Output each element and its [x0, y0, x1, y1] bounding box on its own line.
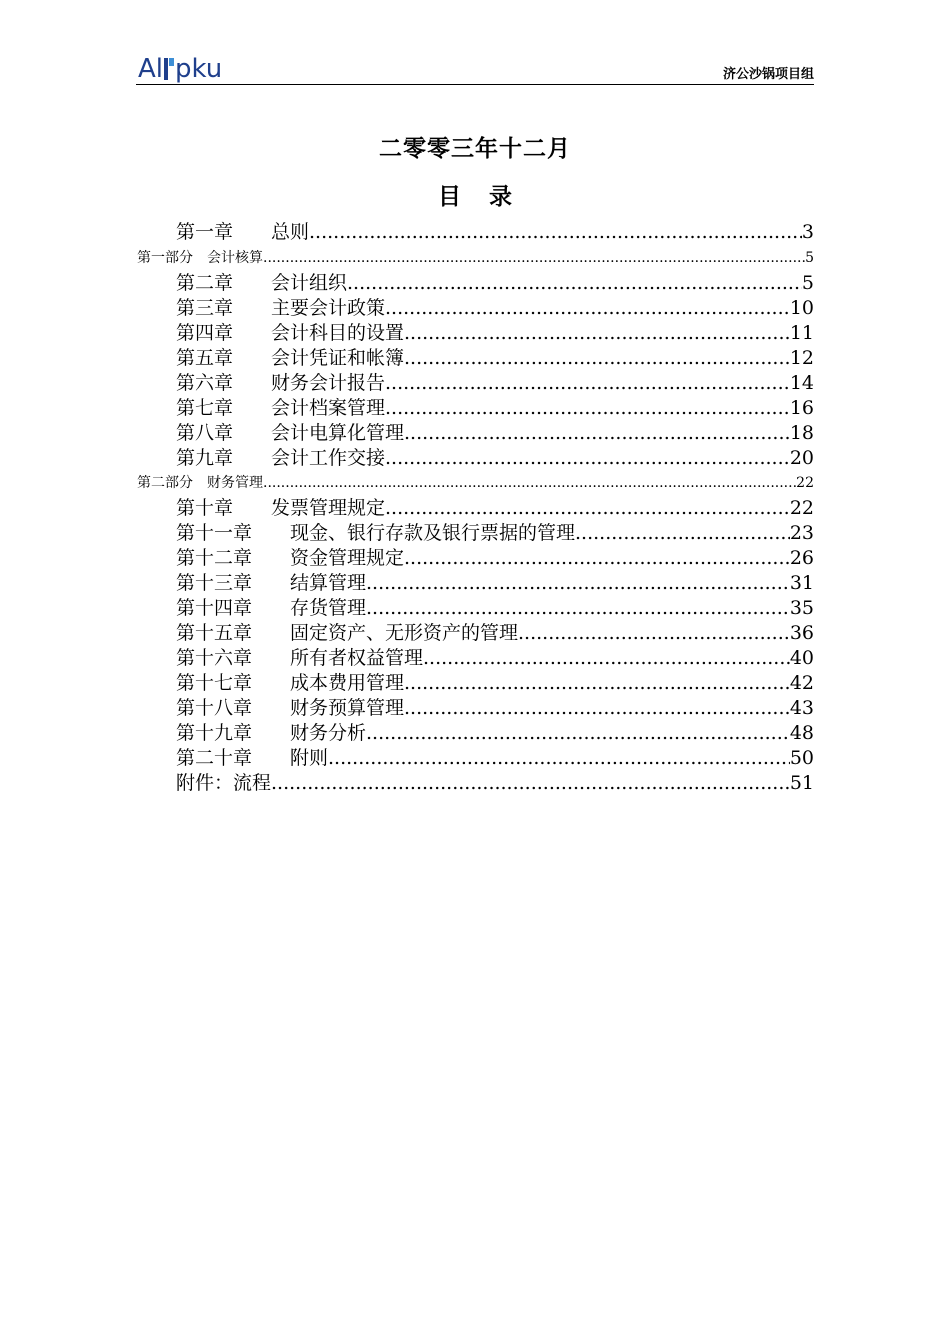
toc-entry-page: 14 — [789, 372, 814, 394]
page-header — [136, 52, 814, 85]
toc-leader-dots — [263, 246, 805, 270]
toc-entry-page: 20 — [789, 447, 814, 469]
toc-entry-label: 第十五章 固定资产、无形资产的管理 — [176, 622, 519, 644]
toc-entry-label: 第十八章 财务预算管理 — [176, 697, 405, 719]
toc-entry-label: 第十章 发票管理规定 — [176, 497, 386, 519]
alpku-logo — [138, 54, 222, 84]
toc-entry-page: 23 — [789, 522, 814, 544]
toc-entry-label: 第二章 会计组织 — [176, 272, 348, 294]
toc-entry-page: 48 — [789, 722, 814, 744]
toc-entry-label: 第三章 主要会计政策 — [176, 297, 386, 319]
toc-entry-page: 22 — [796, 475, 814, 491]
toc-leader-dots — [263, 471, 796, 495]
toc-entry[interactable] — [176, 721, 814, 746]
toc-entry-page: 26 — [789, 547, 814, 569]
logo-text-right: pku — [175, 54, 223, 84]
toc-entry-page: 50 — [789, 747, 814, 769]
toc-entry-page: 3 — [801, 221, 814, 243]
toc-leader-dots — [404, 671, 790, 696]
toc-leader-dots — [404, 546, 790, 571]
toc-entry[interactable] — [176, 546, 814, 571]
toc-entry-label: 第十一章 现金、银行存款及银行票据的管理 — [176, 522, 576, 544]
toc-leader-dots — [366, 571, 790, 596]
toc-leader-dots — [385, 296, 790, 321]
toc-entry-page: 18 — [789, 422, 814, 444]
toc-leader-dots — [366, 596, 790, 621]
toc-entry-page: 11 — [789, 322, 814, 344]
toc-entry[interactable] — [176, 771, 814, 796]
toc-entry-page: 36 — [789, 622, 814, 644]
toc-leader-dots — [385, 496, 790, 521]
toc-entry-page: 40 — [789, 647, 814, 669]
toc-entry-label: 第十七章 成本费用管理 — [176, 672, 405, 694]
toc-entry-page: 42 — [789, 672, 814, 694]
toc-leader-dots — [404, 346, 790, 371]
toc-leader-dots — [575, 521, 790, 546]
toc-entry[interactable] — [176, 621, 814, 646]
toc-entry-page: 43 — [789, 697, 814, 719]
toc-entry-label: 第二十章 附则 — [176, 747, 329, 769]
header-project-name: 济公沙锅项目组 — [722, 67, 814, 82]
toc-leader-dots — [404, 321, 790, 346]
toc-entry[interactable] — [176, 271, 814, 296]
toc-entry[interactable] — [176, 521, 814, 546]
logo-text-left: Al — [138, 54, 164, 84]
toc-entry-label: 第二部分 财务管理 — [137, 475, 263, 491]
toc-entry-label: 第一章 总则 — [176, 221, 310, 243]
toc-entry[interactable] — [176, 446, 814, 471]
toc-leader-dots — [347, 271, 802, 296]
toc-entry-label: 第十六章 所有者权益管理 — [176, 647, 424, 669]
toc-part-entry[interactable] — [137, 471, 814, 495]
toc-entry-page: 10 — [789, 297, 814, 319]
toc-entry-label: 第一部分 会计核算 — [137, 250, 263, 266]
toc-entry-label: 第十三章 结算管理 — [176, 572, 367, 594]
toc-entry-label: 第十九章 财务分析 — [176, 722, 367, 744]
toc-leader-dots — [385, 396, 790, 421]
toc-entry-page: 5 — [801, 272, 814, 294]
toc-entry-label: 附件：流程 — [176, 772, 272, 794]
toc-entry-label: 第十四章 存货管理 — [176, 597, 367, 619]
toc-entry-page: 12 — [789, 347, 814, 369]
toc-leader-dots — [271, 771, 790, 796]
toc-entry-label: 第四章 会计科目的设置 — [176, 322, 405, 344]
toc-entry-page: 22 — [789, 497, 814, 519]
toc-entry[interactable] — [176, 321, 814, 346]
toc-entry[interactable] — [176, 346, 814, 371]
date-title: 二零零三年十二月 — [379, 135, 571, 162]
toc-leader-dots — [404, 696, 790, 721]
toc-entry[interactable] — [176, 371, 814, 396]
toc-entry[interactable] — [176, 696, 814, 721]
toc-entry[interactable] — [176, 596, 814, 621]
toc-title: 目录 — [438, 183, 540, 210]
toc-entry-label: 第八章 会计电算化管理 — [176, 422, 405, 444]
toc-entry[interactable] — [176, 671, 814, 696]
toc-entry[interactable] — [176, 496, 814, 521]
toc-part-entry[interactable] — [137, 246, 814, 270]
toc-leader-dots — [366, 721, 790, 746]
toc-leader-dots — [404, 421, 790, 446]
toc-entry-page: 31 — [789, 572, 814, 594]
toc-entry-label: 第九章 会计工作交接 — [176, 447, 386, 469]
toc-entry[interactable] — [176, 646, 814, 671]
toc-leader-dots — [423, 646, 790, 671]
toc-entry-page: 16 — [789, 397, 814, 419]
toc-entry[interactable] — [176, 396, 814, 421]
toc-entry-label: 第七章 会计档案管理 — [176, 397, 386, 419]
toc-leader-dots — [385, 446, 790, 471]
toc-entry-page: 5 — [805, 250, 814, 266]
toc-entry[interactable] — [176, 220, 814, 245]
toc-entry[interactable] — [176, 296, 814, 321]
toc-leader-dots — [385, 371, 790, 396]
logo-mark-icon — [164, 56, 174, 80]
toc-entry-page: 35 — [789, 597, 814, 619]
toc-leader-dots — [309, 220, 802, 245]
toc-leader-dots — [518, 621, 790, 646]
toc-entry[interactable] — [176, 421, 814, 446]
toc-entry-label: 第六章 财务会计报告 — [176, 372, 386, 394]
toc-entry-label: 第五章 会计凭证和帐簿 — [176, 347, 405, 369]
toc-entry-label: 第十二章 资金管理规定 — [176, 547, 405, 569]
toc-leader-dots — [328, 746, 790, 771]
toc-entry[interactable] — [176, 571, 814, 596]
toc-entry[interactable] — [176, 746, 814, 771]
toc-entry-page: 51 — [789, 772, 814, 794]
